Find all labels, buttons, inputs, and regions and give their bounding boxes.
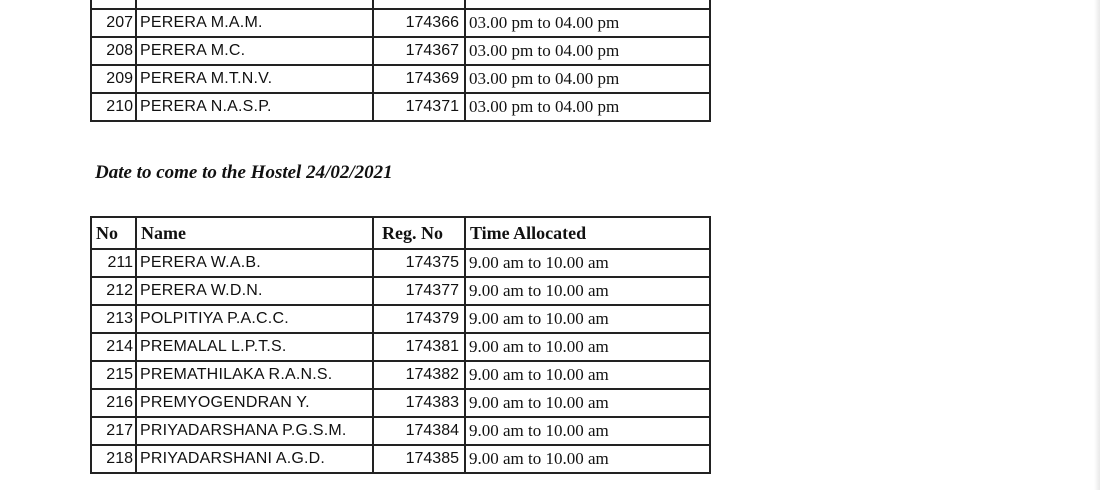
table-row	[91, 305, 710, 333]
registration-number: 174384	[373, 417, 465, 445]
registration-number: 174383	[373, 389, 465, 417]
time-allocated	[465, 0, 710, 9]
student-name: PERERA N.A.S.P.	[136, 93, 373, 121]
student-name: PERERA W.D.N.	[136, 277, 373, 305]
student-name: PRIYADARSHANI A.G.D.	[136, 445, 373, 473]
table-row	[91, 93, 710, 121]
student-name: PRIYADARSHANA P.G.S.M.	[136, 417, 373, 445]
column-header-time-allocated: Time Allocated	[465, 217, 710, 249]
schedule-table-24-02-2021	[90, 216, 711, 474]
column-header-no: No	[91, 217, 136, 249]
registration-number: 174367	[373, 37, 465, 65]
student-name: POLPITIYA P.A.C.C.	[136, 305, 373, 333]
registration-number: 174381	[373, 333, 465, 361]
time-allocated: 03.00 pm to 04.00 pm	[465, 65, 710, 93]
table-row	[91, 389, 710, 417]
registration-number	[373, 0, 465, 9]
registration-number: 174371	[373, 93, 465, 121]
time-allocated: 03.00 pm to 04.00 pm	[465, 93, 710, 121]
time-allocated: 9.00 am to 10.00 am	[465, 305, 710, 333]
time-allocated: 9.00 am to 10.00 am	[465, 361, 710, 389]
table-row	[91, 37, 710, 65]
row-number: 212	[91, 277, 136, 305]
row-number: 207	[91, 9, 136, 37]
student-name: PREMYOGENDRAN Y.	[136, 389, 373, 417]
time-allocated: 9.00 am to 10.00 am	[465, 389, 710, 417]
table-row	[91, 445, 710, 473]
student-name	[136, 0, 373, 9]
student-name: PREMALAL L.P.T.S.	[136, 333, 373, 361]
row-number: 209	[91, 65, 136, 93]
table-row	[91, 249, 710, 277]
registration-number: 174369	[373, 65, 465, 93]
time-allocated: 9.00 am to 10.00 am	[465, 417, 710, 445]
row-number: 215	[91, 361, 136, 389]
table-row	[91, 277, 710, 305]
table-row	[91, 0, 710, 9]
row-number: 210	[91, 93, 136, 121]
student-name: PERERA W.A.B.	[136, 249, 373, 277]
row-number	[91, 0, 136, 9]
table-row	[91, 9, 710, 37]
registration-number: 174377	[373, 277, 465, 305]
registration-number: 174382	[373, 361, 465, 389]
column-header-name: Name	[136, 217, 373, 249]
time-allocated: 9.00 am to 10.00 am	[465, 249, 710, 277]
row-number: 218	[91, 445, 136, 473]
table-row	[91, 333, 710, 361]
registration-number: 174366	[373, 9, 465, 37]
student-name: PERERA M.T.N.V.	[136, 65, 373, 93]
row-number: 214	[91, 333, 136, 361]
table-row	[91, 417, 710, 445]
registration-number: 174379	[373, 305, 465, 333]
table-row	[91, 361, 710, 389]
student-name: PERERA M.A.M.	[136, 9, 373, 37]
registration-number: 174375	[373, 249, 465, 277]
time-allocated: 9.00 am to 10.00 am	[465, 277, 710, 305]
time-allocated: 9.00 am to 10.00 am	[465, 333, 710, 361]
student-name: PERERA M.C.	[136, 37, 373, 65]
table-header-row	[91, 217, 710, 249]
row-number: 211	[91, 249, 136, 277]
time-allocated: 03.00 pm to 04.00 pm	[465, 9, 710, 37]
time-allocated: 03.00 pm to 04.00 pm	[465, 37, 710, 65]
student-name: PREMATHILAKA R.A.N.S.	[136, 361, 373, 389]
row-number: 208	[91, 37, 136, 65]
row-number: 213	[91, 305, 136, 333]
registration-number: 174385	[373, 445, 465, 473]
table-row	[91, 65, 710, 93]
time-allocated: 9.00 am to 10.00 am	[465, 445, 710, 473]
schedule-table-previous-date	[90, 0, 711, 122]
row-number: 216	[91, 389, 136, 417]
row-number: 217	[91, 417, 136, 445]
hostel-date-heading: Date to come to the Hostel 24/02/2021	[95, 162, 393, 183]
column-header-reg-no: Reg. No	[373, 217, 465, 249]
scan-edge-shadow	[1094, 0, 1100, 490]
